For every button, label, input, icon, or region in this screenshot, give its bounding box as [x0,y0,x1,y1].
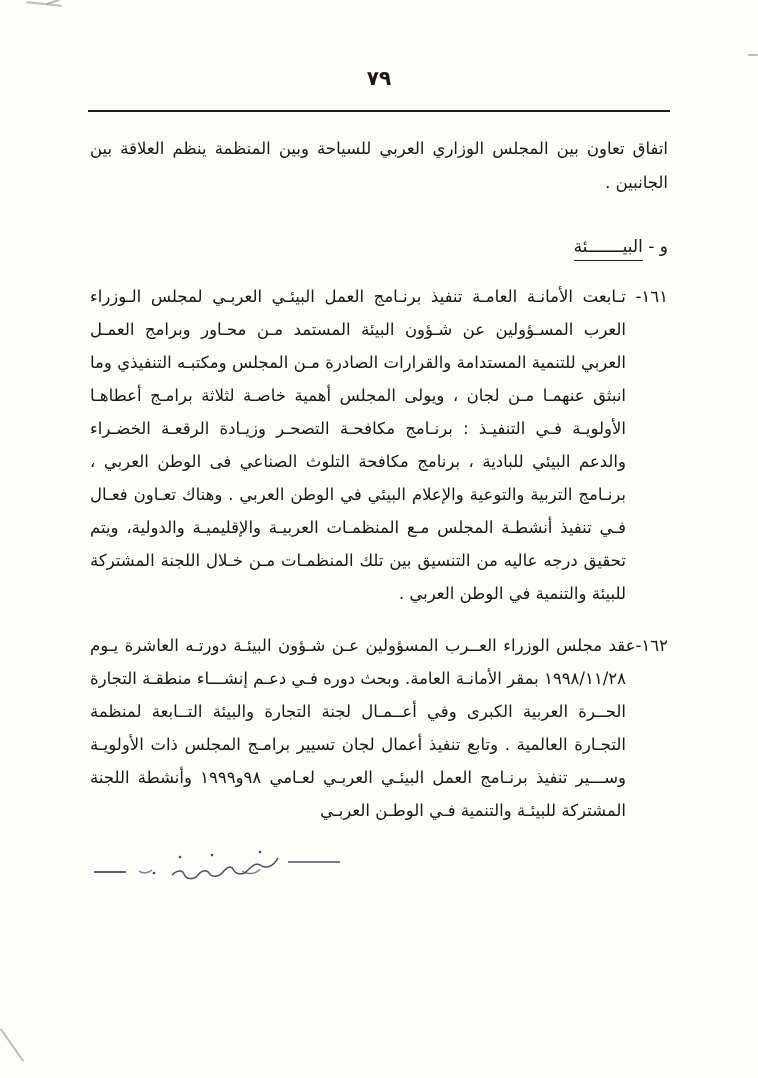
section-heading-title: البيـــــــئة [574,237,643,261]
paragraph-161-text: تـابعت الأمانـة العامـة تنفيذ برنـامج العمل البيئـي العربـي لمجلس الـوزراء العرب المسـؤولين عن شـؤون البيئة المستمد مـن محـاور وبرامج العمـل العربي للتنمية المستدامة والقرارات الصادرة مـن المجلس ومكتبـه التنفيذي وما انبثق عنهمـا مـن لجان ، ويولى المجلس أهمية خاصـة لثلاثة برامـج أعطاهـا الأولويـة فـي التنفيـذ : برنـامج مكافحـة التصحـر وزيـادة الرقعـة الخضـراء والدعم البيئي للبادية ، برنامج مكافحة التلوث الصناعي فى الوطن العربي ، برنـامج التربية والتوعية والإعلام البيئي في الوطن العربي . وهناك تعـاون فعـال فـي تنفيذ أنشطـة المجلس مـع المنظمـات العربيـة والإقليميـة والدولية، ويتم تحقيق درجه عاليه من التنسيق بين تلك المنظمـات مـن خـلال اللجنة المشتركة للبيئة والتنمية في الوطن العربي . [90,287,626,603]
paragraph-162-number: ١٦٢- [635,636,668,655]
section-heading-prefix: و - [642,237,668,257]
intro-paragraph: اتفاق تعاون بين المجلس الوزاري العربي للسياحة وبين المنظمة ينظم العلاقة بين الجانبين . [90,139,668,192]
scan-artifact [748,54,758,56]
handwriting-scribble [139,851,278,879]
handwritten-annotation [92,846,342,886]
section-heading [90,237,668,257]
header-rule [88,110,670,112]
paragraph-162 [90,629,668,827]
page-number: ٧٩ [366,66,392,90]
paragraph-162-text: عقد مجلس الوزراء العــرب المسؤولين عـن شـؤون البيئـة دورتـه العاشرة يـوم ١٩٩٨/١١/٢٨ بمقر الأمانـة العامة. وبحث دوره فـي دعـم إنشـــاء منطقـة التجارة الحــرة العربية الكبرى وفي أعــمـال لجنة التجارة والبيئة التــابعة لمنظمة التجـارة العالمية . وتابع تنفيذ أعمال لجان تسيير برامـج المجلس ذات الأولويـة وســـير تنفيذ برنـامج العمل البيئـي العربـي لعـامي ٩٨و١٩٩٩ وأنشطة اللجنة المشتركة للبيئـة والتنمية فـي الوطـن العربـي [90,636,636,820]
paragraph-161 [90,280,668,610]
paragraph-161-number: ١٦١- [625,287,668,306]
scan-artifact [0,1028,24,1062]
scan-artifact [26,1,62,7]
